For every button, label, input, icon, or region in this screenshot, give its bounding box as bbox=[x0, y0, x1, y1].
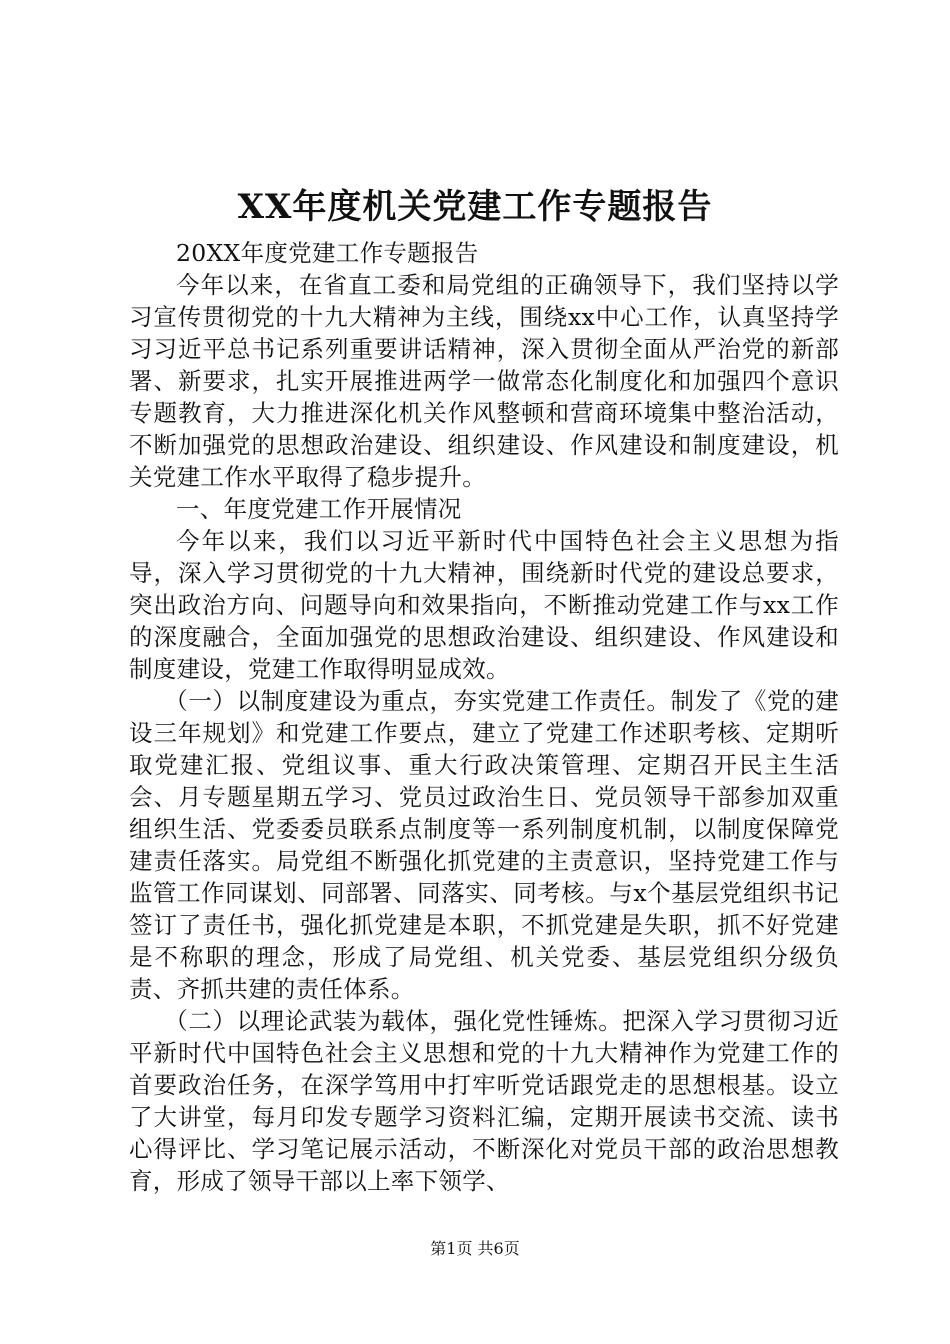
intro-paragraph: 今年以来，在省直工委和局党组的正确领导下，我们坚持以学习宣传贯彻党的十九大精神为主线，围绕xx中心工作，认真坚持学习习近平总书记系列重要讲话精神，深入贯彻全面从严治党的新部署、新要求，扎实开展推进两学一做常态化制度化和加强四个意识专题教育，大力推进深化机关作风整顿和营商环境集中整治活动，不断加强党的思想政治建设、组织建设、作风建设和制度建设，机关党建工作水平取得了稳步提升。 bbox=[129, 271, 839, 491]
document-subtitle: 20XX年度党建工作专题报告 bbox=[176, 239, 479, 267]
document-title: XX年度机关党建工作专题报告 bbox=[237, 187, 713, 227]
item-one-paragraph: （一）以制度建设为重点，夯实党建工作责任。制发了《党的建设三年规划》和党建工作要点，建立了党建工作述职考核、定期听取党建汇报、党组议事、重大行政决策管理、定期召开民主生活会、月专题星期五学习、党员过政治生日、党员领导干部参加双重组织生活、党委委员联系点制度等一系列制度机制，以制度保障党建责任落实。局党组不断强化抓党建的主责意识，坚持党建工作与监管工作同谋划、同部署、同落实、同考核。与x个基层党组织书记签订了责任书，强化抓党建是本职，不抓党建是失职，抓不好党建是不称职的理念，形成了局党组、机关党委、基层党组织分级负责、齐抓共建的责任体系。 bbox=[129, 687, 839, 1003]
section-heading: 一、年度党建工作开展情况 bbox=[176, 495, 462, 523]
item-two-paragraph: （二）以理论武装为载体，强化党性锤炼。把深入学习贯彻习近平新时代中国特色社会主义思想和党的十九大精神作为党建工作的首要政治任务，在深学笃用中打牢听党话跟党走的思想根基。设立了大讲堂，每月印发专题学习资料汇编，定期开展读书交流、读书心得评比、学习笔记展示活动，不断深化对党员干部的政治思想教育，形成了领导干部以上率下领学、 bbox=[129, 1007, 839, 1195]
section-paragraph: 今年以来，我们以习近平新时代中国特色社会主义思想为指导，深入学习贯彻党的十九大精神，围绕新时代党的建设总要求，突出政治方向、问题导向和效果指向，不断推动党建工作与xx工作的深度融合，全面加强党的思想政治建设、组织建设、作风建设和制度建设，党建工作取得明显成效。 bbox=[129, 527, 839, 683]
page-number: 第1页 共6页 bbox=[430, 1239, 520, 1258]
document-body bbox=[129, 237, 839, 1197]
